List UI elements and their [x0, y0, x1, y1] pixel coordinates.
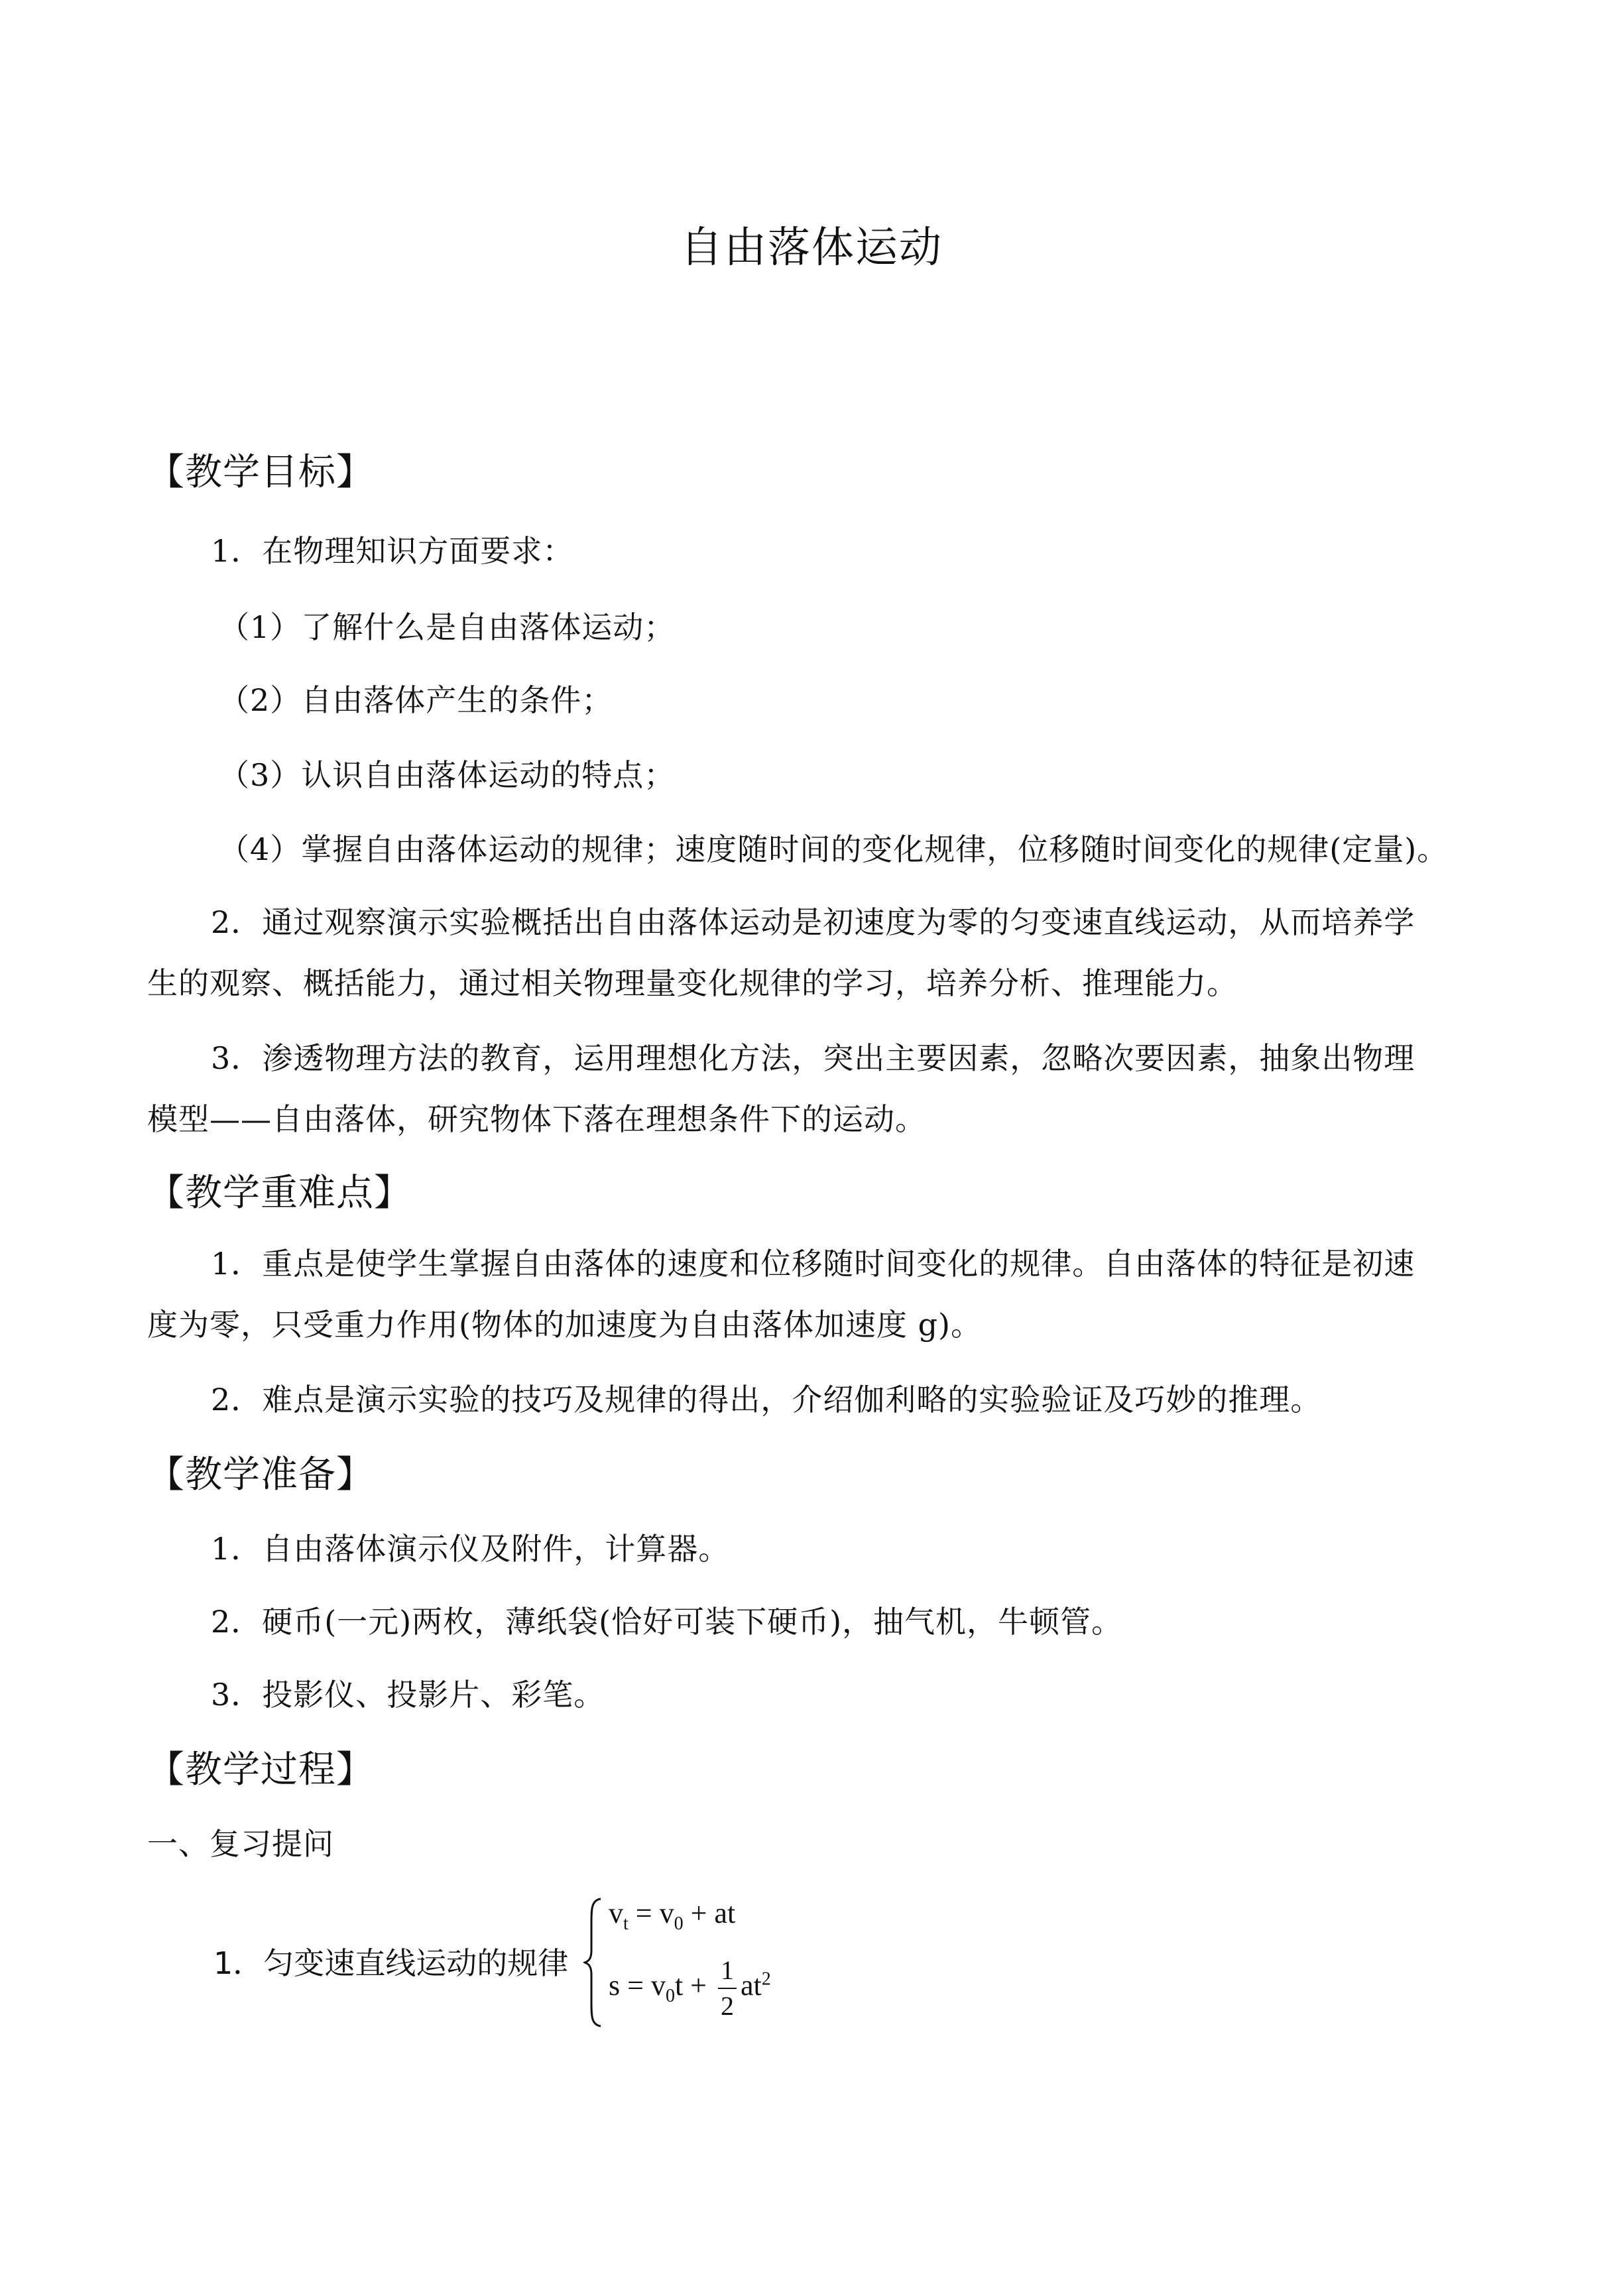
key-point-item: 2．难点是演示实验的技巧及规律的得出，介绍伽利略的实验验证及巧妙的推理。	[211, 1382, 1322, 1418]
formula-label: 1．匀变速直线运动的规律	[213, 1945, 569, 1981]
left-brace-icon	[583, 1896, 603, 2029]
objective-subitem: （3）认识自由落体运动的特点；	[219, 757, 676, 793]
equation-velocity: $v_t = v_0$ + at	[609, 1897, 736, 1934]
equation-displacement: $s = v_0t$ + $\frac{1}{2}$ $at^2$	[609, 1955, 771, 2021]
page-title: 自由落体运动	[680, 223, 943, 272]
section-heading-preparation: 【教学准备】	[147, 1453, 374, 1496]
objective-item-cont: 生的观察、概括能力，通过相关物理量变化规律的学习，培养分析、推理能力。	[147, 965, 1238, 1001]
objective-subitem: （1）了解什么是自由落体运动；	[219, 609, 676, 645]
section-heading-objectives: 【教学目标】	[147, 451, 374, 494]
preparation-item: 1．自由落体演示仪及附件，计算器。	[211, 1531, 730, 1567]
process-subheading: 一、复习提问	[147, 1826, 334, 1862]
objective-subitem: （4）掌握自由落体运动的规律；速度随时间的变化规律，位移随时间变化的规律(定量)。	[219, 831, 1449, 867]
key-point-item: 1．重点是使学生掌握自由落体的速度和位移随时间变化的规律。自由落体的特征是初速	[211, 1246, 1415, 1282]
objective-subitem: （2）自由落体产生的条件；	[219, 682, 613, 718]
key-point-item-cont: 度为零，只受重力作用(物体的加速度为自由落体加速度 g)。	[147, 1307, 982, 1343]
fraction-one-half: $\frac{1}{2}$	[718, 1957, 737, 2020]
section-heading-process: 【教学过程】	[147, 1748, 374, 1791]
objective-item: 1．在物理知识方面要求：	[211, 533, 574, 569]
objective-item: 3．渗透物理方法的教育，运用理想化方法，突出主要因素，忽略次要因素，抽象出物理	[211, 1040, 1415, 1076]
objective-item: 2．通过观察演示实验概括出自由落体运动是初速度为零的匀变速直线运动，从而培养学	[211, 904, 1415, 940]
objective-item-cont: 模型——自由落体，研究物体下落在理想条件下的运动。	[147, 1101, 926, 1137]
section-heading-key-points: 【教学重难点】	[147, 1172, 412, 1215]
preparation-item: 2．硬币(一元)两枚，薄纸袋(恰好可装下硬币)，抽气机，牛顿管。	[211, 1604, 1123, 1640]
preparation-item: 3．投影仪、投影片、彩笔。	[211, 1677, 605, 1713]
